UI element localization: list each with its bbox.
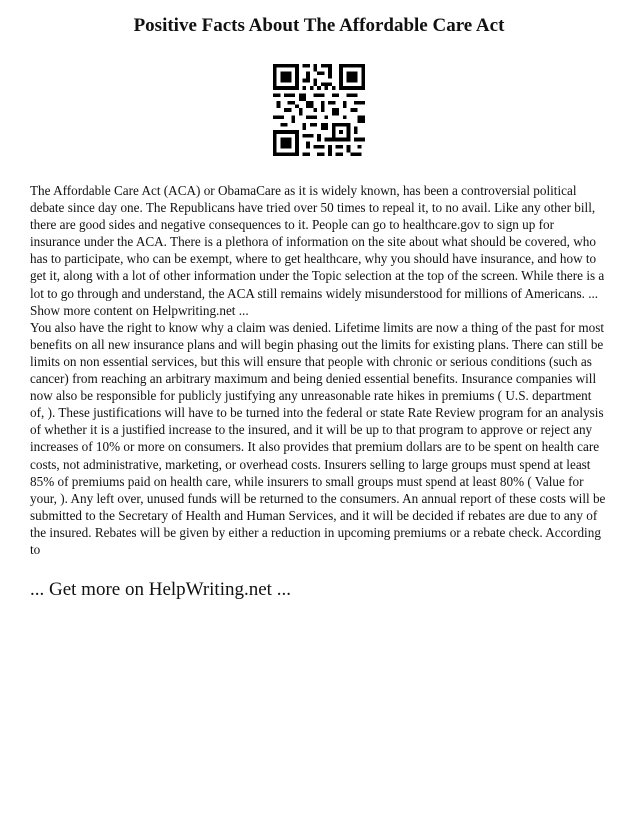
qr-code-icon xyxy=(273,64,365,156)
paragraph: You also have the right to know why a claim was denied. Lifetime limits are now a thing of the past for most benefits on all new insurance plans and will begin phasing out the limits for existing plans. There can still be limits on non essential services, but this will ensure that people with chronic or serious conditions (such as cancer) from reaching an arbitrary maximum and being denied essential benefits. Insurance companies will now also be responsible for publicly justifying any unreasonable rate hikes in premiums ( U.S. department of, ). These justifications will have to be turned into the federal or state Rate Review program for an analysis of whether it is a justified increase to the insured, and it will be up to that program to approve or reject any increases of 10% or more on consumers. It also provides that premium dollars are to be spent on health care costs, not administrative, marketing, or overhead costs. Insurers selling to large groups must spend at least 85% of premiums paid on health care, while insurers to small groups must spend at least 80% ( Value for your, ). Any left over, unused funds will be returned to the consumers. An annual report of these costs will be submitted to the Secretary of Health and Human Services, and it will be decided if rebates are due to any of the insured. Rebates will be given by either a reduction in upcoming premiums or a rebate check. According to xyxy=(30,319,606,557)
paragraph: The Affordable Care Act (ACA) or ObamaCare as it is widely known, has been a controversial political debate since day one. The Republicans have tried over 50 times to repeal it, to no avail. Like any other bill, there are good sides and negative consequences to it. People can go to healthcare.gov to sign up for insurance under the ACA. There is a plethora of information on the site about what should be covered, who has to participate, who can be exempt, where to get healthcare, why you should have insurance, and how to get it, along with a lot of other information under the Topic selection at the top of the screen. While there is a lot to go through and understand, the ACA still remains widely misunderstood for millions of Americans. ... Show more content on Helpwriting.net ... xyxy=(30,183,605,318)
document-title: Positive Facts About The Affordable Care Act xyxy=(133,15,505,36)
document-body xyxy=(30,182,606,558)
get-more-link[interactable]: ... Get more on HelpWriting.net ... xyxy=(30,579,291,600)
